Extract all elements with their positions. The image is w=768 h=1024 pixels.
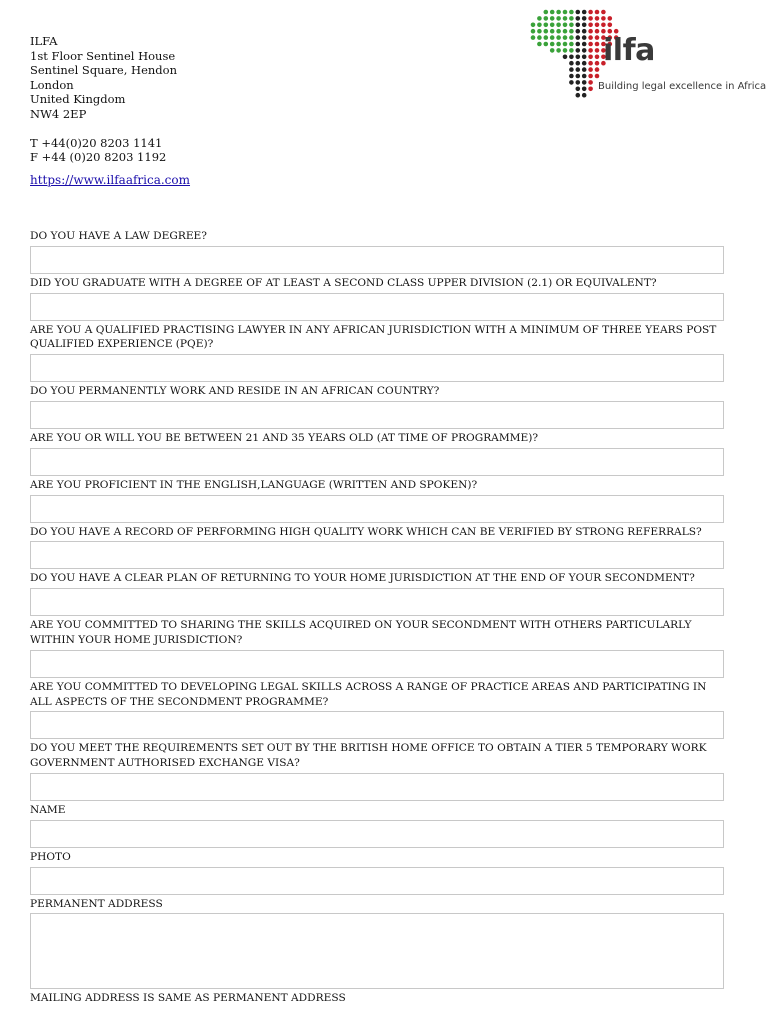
address-line-country: United Kingdom: [30, 92, 126, 107]
photo-label: PHOTO: [30, 850, 71, 863]
logo-dot: [563, 55, 568, 60]
answer-english-field[interactable]: [30, 495, 724, 523]
logo-dot: [544, 16, 549, 21]
logo-dot: [550, 42, 555, 47]
logo-dot: [537, 42, 542, 47]
logo-dot: [569, 10, 574, 15]
logo-dot: [588, 10, 593, 15]
answer-reside-africa-field[interactable]: [30, 401, 724, 429]
website-link[interactable]: https://www.ilfaafrica.com: [30, 172, 191, 187]
logo-dot: [588, 29, 593, 34]
logo-wordmark: ilfa: [603, 33, 655, 68]
logo-dot: [563, 35, 568, 40]
phone-number: T +44(0)20 8203 1141: [30, 135, 163, 150]
logo-dot: [550, 48, 555, 53]
logo-dot: [582, 74, 587, 79]
answer-visa-field[interactable]: [30, 773, 724, 801]
logo-dot: [582, 55, 587, 60]
logo-dot: [582, 10, 587, 15]
photo-field[interactable]: [30, 867, 724, 895]
logo-dot: [588, 35, 593, 40]
logo-dot: [601, 10, 606, 15]
logo-dot: [556, 35, 561, 40]
logo-dot: [531, 29, 536, 34]
logo-dot: [595, 48, 600, 53]
logo-dot: [576, 23, 581, 28]
answer-sharing-skills-field[interactable]: [30, 650, 724, 678]
logo-dot: [582, 23, 587, 28]
logo-dot: [588, 80, 593, 85]
logo-dot: [550, 29, 555, 34]
logo-dot: [595, 23, 600, 28]
logo-dot: [601, 23, 606, 28]
logo-dot: [588, 74, 593, 79]
question-developing-skills-label: ARE YOU COMMITTED TO DEVELOPING LEGAL SKILLS ACROSS A RANGE OF PRACTICE AREAS AND PARTICIPATING IN ALL ASPECTS OF THE SECONDMENT PROGRAMME?: [30, 680, 707, 708]
question-qualified-lawyer-label: ARE YOU A QUALIFIED PRACTISING LAWYER IN ANY AFRICAN JURISDICTION WITH A MINIMUM OF THREE YEARS POST QUALIFIED EXPERIENCE (PQE)?: [30, 323, 717, 351]
logo-dot: [569, 23, 574, 28]
logo-dot: [576, 87, 581, 92]
logo-dot: [595, 61, 600, 66]
logo-dot: [576, 35, 581, 40]
logo-dot: [537, 35, 542, 40]
logo-dot: [569, 35, 574, 40]
logo-dot: [569, 29, 574, 34]
logo-dot: [595, 74, 600, 79]
logo-dot: [582, 80, 587, 85]
logo-dot: [576, 55, 581, 60]
logo-dot: [537, 23, 542, 28]
logo-dot: [569, 16, 574, 21]
answer-developing-skills-field[interactable]: [30, 711, 724, 739]
logo-dot: [544, 10, 549, 15]
logo-dot: [576, 10, 581, 15]
sender-address-block: [30, 34, 190, 187]
logo-dot: [582, 35, 587, 40]
logo-dot: [582, 93, 587, 98]
logo-dot: [595, 16, 600, 21]
logo-dot: [576, 29, 581, 34]
logo-dot: [563, 23, 568, 28]
logo-dot: [576, 80, 581, 85]
logo-dot: [595, 35, 600, 40]
question-reside-africa-label: DO YOU PERMANENTLY WORK AND RESIDE IN AN AFRICAN COUNTRY?: [30, 385, 440, 398]
logo-dot: [595, 67, 600, 72]
logo-dot: [588, 42, 593, 47]
fax-number: F +44 (0)20 8203 1192: [30, 150, 167, 165]
logo-dot: [595, 55, 600, 60]
logo-dot: [563, 48, 568, 53]
question-quality-work-label: DO YOU HAVE A RECORD OF PERFORMING HIGH QUALITY WORK WHICH CAN BE VERIFIED BY STRONG REFERRALS?: [30, 525, 702, 538]
logo-dot: [595, 29, 600, 34]
address-line-street: Sentinel Square, Hendon: [30, 63, 177, 78]
logo-dot: [588, 16, 593, 21]
address-line-city: London: [30, 77, 74, 92]
logo-dot: [556, 29, 561, 34]
logo-dot: [569, 48, 574, 53]
answer-age-field[interactable]: [30, 448, 724, 476]
name-label: NAME: [30, 803, 66, 816]
logo-dot: [569, 61, 574, 66]
mailing-same-label: MAILING ADDRESS IS SAME AS PERMANENT ADDRESS: [30, 992, 346, 1005]
logo-dot: [569, 74, 574, 79]
logo-tagline: Building legal excellence in Africa: [598, 81, 767, 92]
question-sharing-skills-label: ARE YOU COMMITTED TO SHARING THE SKILLS ACQUIRED ON YOUR SECONDMENT WITH OTHERS PARTICULARLY WITHIN YOUR HOME JURISDICTION?: [30, 619, 692, 646]
logo-dot: [563, 42, 568, 47]
answer-return-plan-field[interactable]: [30, 588, 724, 616]
logo-dot: [588, 87, 593, 92]
logo-dot: [576, 42, 581, 47]
logo-dot: [544, 29, 549, 34]
logo-dot: [569, 55, 574, 60]
logo-dot: [582, 48, 587, 53]
logo-dot: [588, 23, 593, 28]
logo-dot: [582, 61, 587, 66]
logo-dot: [563, 29, 568, 34]
logo-dot: [595, 10, 600, 15]
logo-dot: [588, 55, 593, 60]
name-field[interactable]: [30, 820, 724, 848]
logo-dot: [582, 42, 587, 47]
logo-dot: [608, 16, 613, 21]
address-line-postcode: NW4 2EP: [30, 106, 87, 121]
answer-qualified-lawyer-field[interactable]: [30, 354, 724, 382]
logo-dot: [563, 16, 568, 21]
logo-dot: [531, 23, 536, 28]
logo-dot: [569, 67, 574, 72]
logo-dot: [556, 48, 561, 53]
address-line-building: 1st Floor Sentinel House: [30, 48, 176, 63]
logo-dot: [576, 48, 581, 53]
permanent-address-field[interactable]: [30, 913, 724, 989]
logo-dot: [601, 16, 606, 21]
logo-dot: [531, 35, 536, 40]
logo-dot: [588, 61, 593, 66]
logo-dot: [576, 16, 581, 21]
logo-dot: [569, 42, 574, 47]
logo-dot: [556, 42, 561, 47]
question-english-label: ARE YOU PROFICIENT IN THE ENGLISH,LANGUAGE (WRITTEN AND SPOKEN)?: [30, 478, 478, 491]
logo-dot: [569, 80, 574, 85]
question-second-class-label: DID YOU GRADUATE WITH A DEGREE OF AT LEAST A SECOND CLASS UPPER DIVISION (2.1) OR EQUIVALENT?: [30, 276, 657, 289]
logo-dot: [582, 67, 587, 72]
question-visa-label: DO YOU MEET THE REQUIREMENTS SET OUT BY THE BRITISH HOME OFFICE TO OBTAIN A TIER 5 TEMPORARY WORK GOVERNMENT AUTHORISED EXCHANGE VISA?: [30, 742, 707, 770]
logo-dot: [576, 61, 581, 66]
logo-dot: [537, 29, 542, 34]
logo-dot: [537, 16, 542, 21]
application-form: [30, 229, 724, 1006]
address-line-org: ILFA: [30, 34, 58, 48]
logo-dot: [582, 87, 587, 92]
logo-dot: [544, 42, 549, 47]
logo-dot: [550, 23, 555, 28]
answer-second-class-field[interactable]: [30, 293, 724, 321]
logo-dot: [576, 67, 581, 72]
question-age-label: ARE YOU OR WILL YOU BE BETWEEN 21 AND 35 YEARS OLD (AT TIME OF PROGRAMME)?: [30, 431, 539, 444]
logo-dot: [544, 23, 549, 28]
logo-dot: [595, 42, 600, 47]
logo-dot: [550, 10, 555, 15]
logo-dot: [588, 67, 593, 72]
logo-dot: [556, 10, 561, 15]
logo-dot: [582, 16, 587, 21]
logo-dot: [576, 74, 581, 79]
logo-dot: [608, 23, 613, 28]
question-return-plan-label: DO YOU HAVE A CLEAR PLAN OF RETURNING TO YOUR HOME JURISDICTION AT THE END OF YOUR SECONDMENT?: [30, 572, 695, 585]
logo-dot: [556, 16, 561, 21]
logo-dot: [588, 48, 593, 53]
permanent-address-label: PERMANENT ADDRESS: [30, 897, 163, 910]
answer-quality-work-field[interactable]: [30, 541, 724, 569]
logo-dot: [576, 93, 581, 98]
question-law-degree-label: DO YOU HAVE A LAW DEGREE?: [30, 230, 207, 242]
logo-dot: [582, 29, 587, 34]
logo-dot: [550, 16, 555, 21]
answer-law-degree-field[interactable]: [30, 246, 724, 274]
logo-dot: [544, 35, 549, 40]
logo-dot: [556, 23, 561, 28]
logo-dot: [550, 35, 555, 40]
logo-dot: [563, 10, 568, 15]
